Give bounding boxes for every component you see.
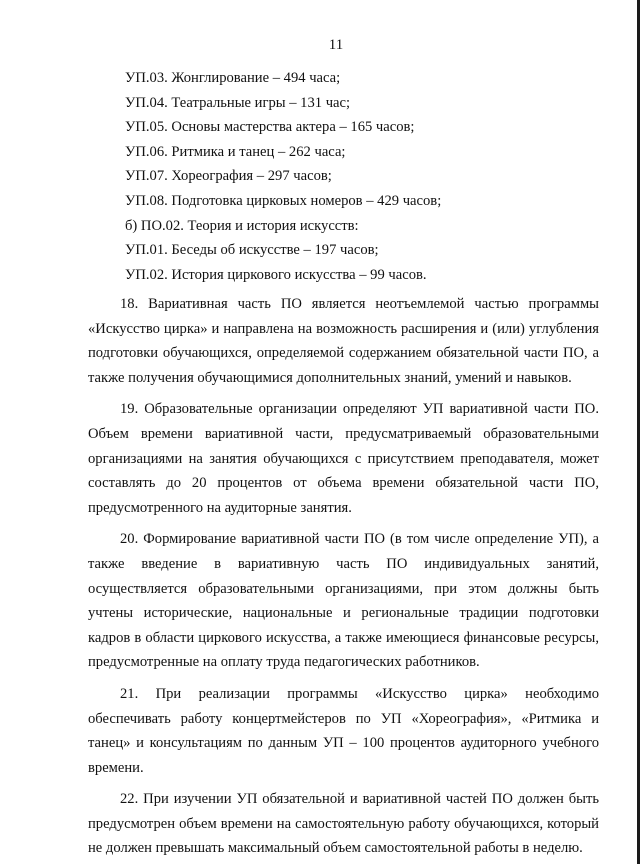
paragraph-20: 20. Формирование вариативной части ПО (в том числе определение УП), а также введение в вариативную часть ПО индивидуальных занятий, осуществляется образовательными организациями, при этом должны быть учтены исторические, национальные и региональные традиции подготовки кадров в области циркового искусства, а также имеющиеся финансовые ресурсы, предусмотренные на оплату труда педагогических работников. bbox=[88, 531, 599, 671]
list-item: УП.04. Театральные игры – 131 час; bbox=[125, 94, 351, 111]
page-number: 11 bbox=[328, 37, 344, 53]
paragraph-19: 19. Образовательные организации определяют УП вариативной части ПО. Объем времени вариативной части, предусматриваемый образовательными организациями на занятия обучающихся с присутствием преподавателя, может составлять до 20 процентов от объема времени обязательной части ПО, предусмотренного на аудиторные занятия. bbox=[88, 401, 599, 516]
list-item: УП.06. Ритмика и танец – 262 часа; bbox=[125, 143, 346, 160]
curriculum-list bbox=[125, 66, 605, 287]
list-item: УП.01. Беседы об искусстве – 197 часов; bbox=[125, 242, 379, 259]
list-item: УП.03. Жонглирование – 494 часа; bbox=[125, 70, 341, 86]
list-item: УП.02. История циркового искусства – 99 часов. bbox=[125, 266, 427, 283]
section-heading: б) ПО.02. Теория и история искусств: bbox=[125, 217, 359, 234]
body-text bbox=[88, 292, 599, 861]
list-item: УП.08. Подготовка цирковых номеров – 429 часов; bbox=[125, 192, 442, 209]
paragraph-21: 21. При реализации программы «Искусство цирка» необходимо обеспечивать работу концертмейстеров по УП «Хореография», «Ритмика и танец» и консультациям по данным УП – 100 процентов аудиторного учебного времени. bbox=[88, 685, 599, 776]
list-item: УП.07. Хореография – 297 часов; bbox=[125, 168, 332, 185]
paragraph-22: 22. При изучении УП обязательной и вариативной частей ПО должен быть предусмотрен объем времени на самостоятельную работу обучающихся, который не должен превышать максимальный объем самостоятельной работы в неделю. bbox=[88, 791, 599, 857]
list-item: УП.05. Основы мастерства актера – 165 часов; bbox=[125, 119, 415, 136]
paragraph-18: 18. Вариативная часть ПО является неотъемлемой частью программы «Искусство цирка» и направлена на возможность расширения и (или) углубления подготовки обучающихся, определяемой содержанием обязательной части ПО, а также получения обучающимися дополнительных знаний, умений и навыков. bbox=[88, 296, 599, 386]
